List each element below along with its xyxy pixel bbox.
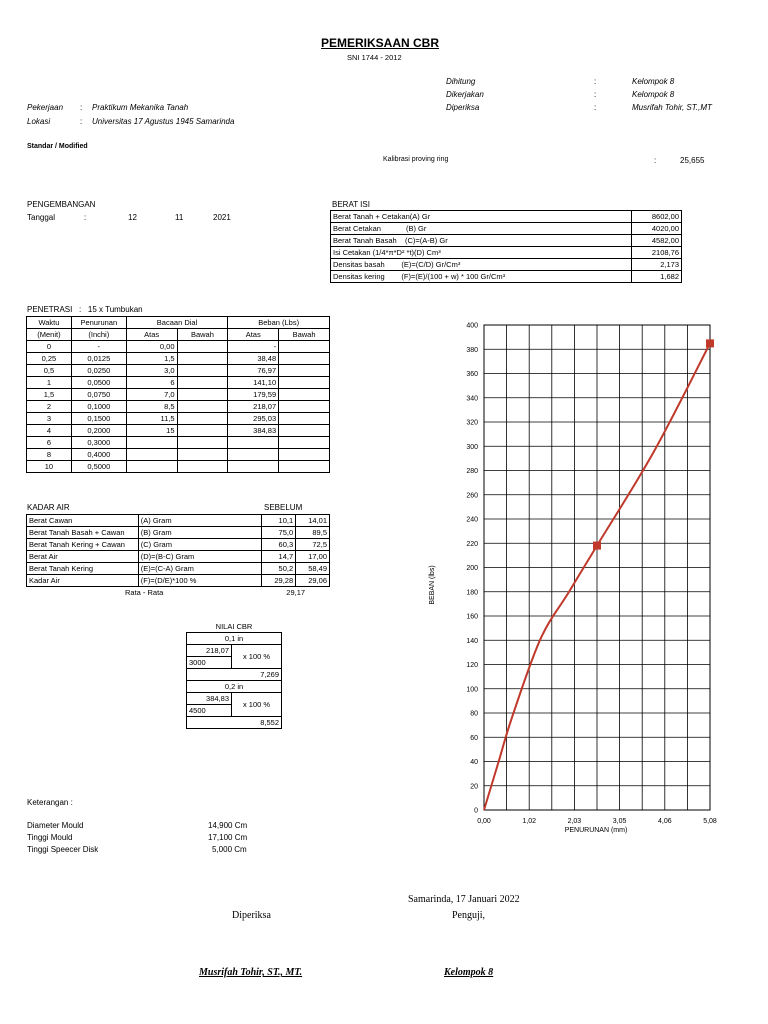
- kalibrasi-label: Kalibrasi proving ring: [383, 156, 449, 163]
- table-row: [27, 539, 330, 551]
- chart-y-tick-label: 240: [466, 516, 478, 524]
- table-header: Beban (Lbs): [228, 317, 330, 329]
- table-cell: 0,5000: [71, 461, 126, 473]
- table-row: [27, 389, 330, 401]
- table-row: [331, 247, 682, 259]
- table-cell: 0,2000: [71, 425, 126, 437]
- table-cell: 17,00: [296, 551, 330, 563]
- cbr-num: 384,83: [187, 693, 231, 705]
- chart-y-tick-label: 400: [466, 322, 478, 330]
- table-cell: 76,97: [228, 365, 279, 377]
- info-value: Kelompok 8: [632, 77, 675, 86]
- rata-label: Rata - Rata: [124, 588, 164, 597]
- chart-y-tick-label: 40: [470, 759, 478, 766]
- chart-y-tick-label: 380: [466, 346, 478, 354]
- table-row: [331, 223, 682, 235]
- chart-y-tick-label: 140: [466, 637, 478, 645]
- table-cell: (F)=(D/E)*100 %: [138, 575, 262, 587]
- table-cell: 10,1: [262, 515, 296, 527]
- table-cell: 179,59: [228, 389, 279, 401]
- info-sep: :: [594, 77, 597, 86]
- table-cell: 1,5: [27, 389, 72, 401]
- table-row: [27, 365, 330, 377]
- keterangan-value: 14,900 Cm: [208, 821, 248, 830]
- info-label: Diperiksa: [446, 103, 480, 112]
- table-cell: 75,0: [262, 527, 296, 539]
- cbr-head: 0,2 in: [187, 681, 282, 693]
- table-row: [27, 461, 330, 473]
- table-cell: Berat Cawan: [27, 515, 139, 527]
- nilai-cbr-title: NILAI CBR: [215, 622, 253, 631]
- table-row: [27, 515, 330, 527]
- table-cell: 1: [27, 377, 72, 389]
- chart-y-tick-label: 200: [466, 565, 478, 572]
- table-cell: [279, 389, 330, 401]
- table-cell: 0,4000: [71, 449, 126, 461]
- table-cell: 0,1500: [71, 413, 126, 425]
- table-cell: [177, 413, 228, 425]
- table-row: [331, 235, 682, 247]
- keterangan-label: Tinggi Mould: [27, 833, 73, 842]
- table-cell: 0,25: [27, 353, 72, 365]
- cbr-mult: x 100 %: [232, 693, 282, 717]
- tanggal-month: 11: [175, 213, 184, 222]
- table-cell: Berat Tanah Basah + Cawan: [27, 527, 139, 539]
- table-cell: 10: [27, 461, 72, 473]
- table-cell: 384,83: [228, 425, 279, 437]
- table-cell: 7,0: [126, 389, 177, 401]
- table-cell: 295,03: [228, 413, 279, 425]
- table-row: [27, 437, 330, 449]
- table-header: Bawah: [279, 329, 330, 341]
- table-row: [27, 341, 330, 353]
- chart-x-label: PENURUNAN (mm): [564, 827, 628, 834]
- signature-right-role: Penguji,: [452, 910, 486, 921]
- chart-y-tick-label: 300: [466, 443, 478, 451]
- table-cell: (D)=(B-C) Gram: [138, 551, 262, 563]
- table-cell: 60,3: [262, 539, 296, 551]
- table-cell: [177, 377, 228, 389]
- table-cell: Berat Cetakan (B) Gr: [331, 223, 632, 235]
- keterangan-title: Keterangan :: [27, 798, 73, 807]
- table-cell: 6: [27, 437, 72, 449]
- table-cell: 0,3000: [71, 437, 126, 449]
- table-cell: Berat Tanah Basah (C)=(A-B) Gr: [331, 235, 632, 247]
- table-cell: [279, 449, 330, 461]
- table-cell: 11,5: [126, 413, 177, 425]
- table-row: [27, 401, 330, 413]
- table-row: [187, 681, 282, 693]
- table-row: [27, 587, 330, 599]
- chart-y-tick-label: 60: [470, 734, 478, 742]
- table-cell: [279, 425, 330, 437]
- info-label: Dihitung: [446, 77, 476, 86]
- table-header: (Menit): [27, 329, 72, 341]
- table-row: [187, 633, 282, 645]
- table-row: [187, 693, 282, 717]
- table-row: [27, 425, 330, 437]
- table-cell: 3: [27, 413, 72, 425]
- table-header: Atas: [228, 329, 279, 341]
- table-cell: 6: [126, 377, 177, 389]
- table-header: Bacaan Dial: [126, 317, 228, 329]
- kadar-air-table: [26, 514, 330, 598]
- table-cell: [177, 437, 228, 449]
- table-cell: 89,5: [296, 527, 330, 539]
- signature-left-role: Diperiksa: [232, 910, 271, 921]
- table-row: [331, 211, 682, 223]
- chart-y-tick-label: 120: [466, 662, 478, 669]
- table-cell: [279, 437, 330, 449]
- table-cell: Densitas basah (E)=(C/D) Gr/Cm³: [331, 259, 632, 271]
- table-cell: 50,2: [262, 563, 296, 575]
- table-cell: Berat Tanah + Cetakan(A) Gr: [331, 211, 632, 223]
- table-cell: 1,682: [632, 271, 682, 283]
- tanggal-sep: :: [84, 213, 87, 222]
- table-cell: 38,48: [228, 353, 279, 365]
- table-row: [27, 353, 330, 365]
- table-header: (Inchi): [71, 329, 126, 341]
- info-sep: :: [594, 90, 597, 99]
- table-cell: [126, 437, 177, 449]
- table-cell: 15: [126, 425, 177, 437]
- table-header: Waktu: [27, 317, 72, 329]
- signature-right-name: Kelompok 8: [444, 967, 494, 978]
- table-row: [331, 271, 682, 283]
- chart-x-tick-label: 2,03: [567, 818, 582, 825]
- table-cell: [126, 461, 177, 473]
- table-cell: -: [228, 341, 279, 353]
- table-cell: [177, 341, 228, 353]
- chart-data-marker: [706, 339, 714, 347]
- table-cell: (A) Gram: [138, 515, 262, 527]
- table-row: [187, 645, 282, 669]
- table-cell: 0: [27, 341, 72, 353]
- chart-y-tick-label: 280: [466, 468, 478, 475]
- tanggal-day: 12: [128, 213, 137, 222]
- table-cell: [228, 461, 279, 473]
- cbr-fraction: [187, 645, 232, 669]
- table-cell: 29,28: [262, 575, 296, 587]
- table-cell: 0,0500: [71, 377, 126, 389]
- table-cell: 2: [27, 401, 72, 413]
- chart-x-tick-label: 4,06: [657, 818, 672, 825]
- info-sep: :: [80, 103, 83, 112]
- kadar-air-col-title: SEBELUM: [264, 503, 303, 512]
- table-cell: [126, 449, 177, 461]
- table-cell: (E)=(C-A) Gram: [138, 563, 262, 575]
- table-cell: 0,0750: [71, 389, 126, 401]
- pengembangan-label: PENGEMBANGAN: [27, 200, 96, 209]
- rata-value: 29,17: [286, 588, 306, 597]
- penetrasi-title: PENETRASI : 15 x Tumbukan: [27, 305, 143, 314]
- table-header: Penurunan: [71, 317, 126, 329]
- chart-x-tick-label: 1,02: [522, 818, 537, 825]
- table-header: Atas: [126, 329, 177, 341]
- standar-label: Standar / Modified: [27, 143, 88, 150]
- keterangan-value: 17,100 Cm: [208, 833, 248, 842]
- table-row: [27, 413, 330, 425]
- table-cell: (B) Gram: [138, 527, 262, 539]
- table-cell: [228, 449, 279, 461]
- table-cell: (C) Gram: [138, 539, 262, 551]
- table-cell: 29,06: [296, 575, 330, 587]
- info-label: Pekerjaan: [27, 103, 64, 112]
- table-cell: 0,5: [27, 365, 72, 377]
- info-sep: :: [594, 103, 597, 112]
- table-cell: 0,0250: [71, 365, 126, 377]
- info-label: Dikerjakan: [446, 90, 484, 99]
- chart-data-marker: [593, 542, 601, 550]
- chart-series: [484, 339, 714, 810]
- table-cell: [279, 353, 330, 365]
- table-header-row: [27, 317, 330, 329]
- table-cell: -: [71, 341, 126, 353]
- table-cell: [177, 401, 228, 413]
- keterangan-label: Diameter Mould: [27, 821, 84, 830]
- table-row: [27, 563, 330, 575]
- table-row: [187, 669, 282, 681]
- chart-x-tick-label: 5,08: [703, 818, 717, 825]
- cbr-result: 8,552: [187, 717, 282, 729]
- table-cell: [279, 365, 330, 377]
- kalibrasi-value: 25,655: [680, 156, 705, 165]
- nilai-cbr-table: [186, 621, 282, 729]
- chart-x-ticks: [477, 818, 717, 825]
- table-cell: 0,0125: [71, 353, 126, 365]
- table-row: [27, 449, 330, 461]
- penetrasi-table: [26, 316, 330, 473]
- table-cell: Berat Air: [27, 551, 139, 563]
- chart-y-tick-label: 360: [466, 371, 478, 378]
- page-subtitle: SNI 1744 - 2012: [347, 53, 402, 62]
- table-cell: 72,5: [296, 539, 330, 551]
- table-cell: Densitas kering (F)=(E)/(100 + w) * 100 Gr/Cm³: [331, 271, 632, 283]
- chart-y-tick-label: 80: [470, 710, 478, 718]
- info-value: Universitas 17 Agustus 1945 Samarinda: [92, 117, 235, 126]
- chart-y-tick-label: 100: [466, 686, 478, 694]
- chart-y-tick-label: 180: [466, 589, 478, 597]
- chart-y-label: BEBAN (lbs): [429, 565, 436, 605]
- table-cell: [279, 377, 330, 389]
- kalibrasi-sep: :: [654, 156, 657, 165]
- cbr-den: 3000: [189, 658, 206, 667]
- table-cell: 8: [27, 449, 72, 461]
- table-header: Bawah: [177, 329, 228, 341]
- tanggal-year: 2021: [213, 213, 231, 222]
- table-cell: [279, 413, 330, 425]
- cbr-chart: [420, 315, 720, 845]
- table-row: [27, 377, 330, 389]
- page-title: PEMERIKSAAN CBR: [321, 36, 440, 50]
- table-cell: 4: [27, 425, 72, 437]
- info-value: Kelompok 8: [632, 90, 675, 99]
- cbr-mult: x 100 %: [232, 645, 282, 669]
- place-date: Samarinda, 17 Januari 2022: [408, 894, 520, 905]
- table-cell: [228, 437, 279, 449]
- table-cell: 58,49: [296, 563, 330, 575]
- table-cell: Berat Tanah Kering: [27, 563, 139, 575]
- table-cell: 14,01: [296, 515, 330, 527]
- berat-isi-table: [330, 210, 682, 283]
- chart-grid: [484, 325, 710, 810]
- info-label: Lokasi: [27, 117, 51, 126]
- table-cell: 2,173: [632, 259, 682, 271]
- table-cell: [177, 425, 228, 437]
- chart-y-tick-label: 160: [466, 613, 478, 621]
- table-row: [27, 527, 330, 539]
- chart-y-tick-label: 260: [466, 492, 478, 500]
- table-cell: [279, 341, 330, 353]
- table-cell: 4020,00: [632, 223, 682, 235]
- table-cell: Berat Tanah Kering + Cawan: [27, 539, 139, 551]
- info-value: Praktikum Mekanika Tanah: [92, 103, 189, 112]
- table-cell: 0,00: [126, 341, 177, 353]
- tanggal-label: Tanggal: [27, 213, 56, 222]
- chart-y-tick-label: 340: [466, 395, 478, 403]
- signature-left-name: Musrifah Tohir, ST., MT.: [199, 967, 303, 978]
- chart-y-tick-label: 0: [474, 807, 478, 815]
- table-row: [187, 717, 282, 729]
- cbr-num: 218,07: [187, 645, 231, 657]
- table-cell: [279, 401, 330, 413]
- table-cell: 1,5: [126, 353, 177, 365]
- table-cell: 218,07: [228, 401, 279, 413]
- info-value: Musrifah Tohir, ST.,MT: [632, 103, 712, 112]
- table-row: [27, 575, 330, 587]
- table-row: [27, 551, 330, 563]
- kadar-air-title: KADAR AIR: [27, 503, 70, 512]
- table-cell: Isi Cetakan (1/4*π*D² *t)(D) Cm³: [331, 247, 632, 259]
- table-cell: 14,7: [262, 551, 296, 563]
- table-cell: [177, 461, 228, 473]
- keterangan-label: Tinggi Speecer Disk: [27, 845, 99, 854]
- cbr-den: 4500: [189, 706, 206, 715]
- table-cell: 3,0: [126, 365, 177, 377]
- table-cell: 4582,00: [632, 235, 682, 247]
- table-cell: 0,1000: [71, 401, 126, 413]
- table-row: [331, 259, 682, 271]
- chart-y-tick-label: 220: [466, 540, 478, 548]
- chart-y-ticks: [466, 323, 478, 815]
- table-cell: 8602,00: [632, 211, 682, 223]
- keterangan-value: 5,000 Cm: [212, 845, 247, 854]
- cbr-head: 0,1 in: [187, 633, 282, 645]
- table-cell: Kadar Air: [27, 575, 139, 587]
- table-cell: [177, 353, 228, 365]
- table-cell: [279, 461, 330, 473]
- chart-y-tick-label: 320: [466, 419, 478, 427]
- chart-x-tick-label: 0,00: [477, 818, 491, 825]
- chart-y-tick-label: 20: [470, 783, 478, 791]
- chart-x-tick-label: 3,05: [612, 818, 627, 825]
- table-subheader-row: [27, 329, 330, 341]
- info-sep: :: [80, 117, 83, 126]
- table-cell: [177, 365, 228, 377]
- berat-isi-title: BERAT ISI: [332, 200, 370, 209]
- table-cell: 2108,76: [632, 247, 682, 259]
- table-cell: 141,10: [228, 377, 279, 389]
- cbr-fraction: [187, 693, 232, 717]
- cbr-result: 7,269: [187, 669, 282, 681]
- table-cell: [177, 449, 228, 461]
- table-cell: [177, 389, 228, 401]
- table-cell: 8,5: [126, 401, 177, 413]
- table-row: [187, 621, 282, 633]
